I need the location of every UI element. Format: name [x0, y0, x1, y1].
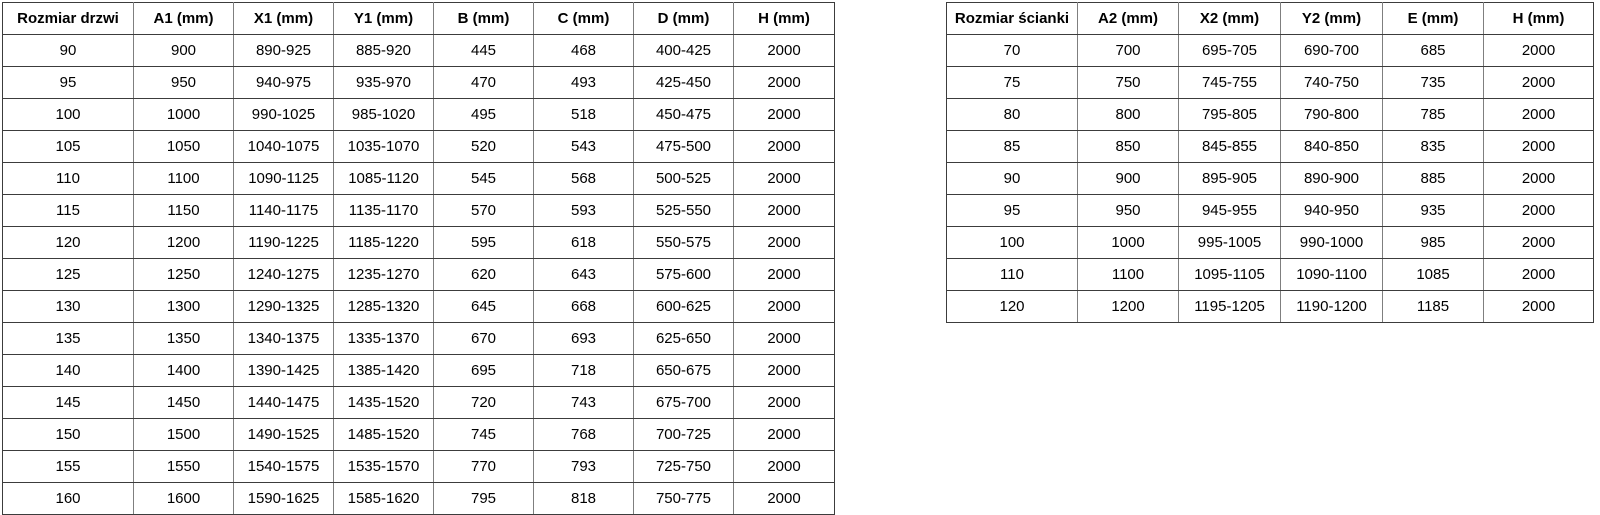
table-cell: 110: [947, 259, 1078, 291]
table-cell: 1350: [134, 323, 234, 355]
table-row: [947, 259, 1594, 291]
table-cell: 95: [947, 195, 1078, 227]
table-cell: 518: [534, 99, 634, 131]
table-cell: 685: [1383, 35, 1484, 67]
table-cell: 995-1005: [1179, 227, 1281, 259]
table-cell: 768: [534, 419, 634, 451]
table-cell: 900: [134, 35, 234, 67]
table-row: [3, 323, 835, 355]
column-header: Y1 (mm): [334, 3, 434, 35]
table-cell: 120: [947, 291, 1078, 323]
table-cell: 1340-1375: [234, 323, 334, 355]
table-cell: 2000: [1484, 227, 1594, 259]
table-cell: 985: [1383, 227, 1484, 259]
table-cell: 990-1025: [234, 99, 334, 131]
table-cell: 643: [534, 259, 634, 291]
table-cell: 600-625: [634, 291, 734, 323]
table-cell: 2000: [734, 483, 835, 515]
table-row: [947, 163, 1594, 195]
table-cell: 1600: [134, 483, 234, 515]
column-header: A2 (mm): [1078, 3, 1179, 35]
table-cell: 840-850: [1281, 131, 1383, 163]
table-cell: 1590-1625: [234, 483, 334, 515]
table-cell: 745: [434, 419, 534, 451]
table-row: [3, 291, 835, 323]
table-row: [3, 259, 835, 291]
table-cell: 2000: [1484, 259, 1594, 291]
column-header: Rozmiar drzwi: [3, 3, 134, 35]
table-row: [3, 35, 835, 67]
table-row: [3, 67, 835, 99]
table-cell: 2000: [734, 355, 835, 387]
table-cell: 575-600: [634, 259, 734, 291]
table-cell: 468: [534, 35, 634, 67]
table-cell: 795: [434, 483, 534, 515]
table-cell: 595: [434, 227, 534, 259]
table-cell: 155: [3, 451, 134, 483]
table-cell: 935: [1383, 195, 1484, 227]
table-cell: 445: [434, 35, 534, 67]
table-cell: 1000: [134, 99, 234, 131]
table-cell: 550-575: [634, 227, 734, 259]
table-cell: 1090-1100: [1281, 259, 1383, 291]
table-cell: 1535-1570: [334, 451, 434, 483]
column-header: H (mm): [1484, 3, 1594, 35]
table-cell: 2000: [734, 419, 835, 451]
table-row: [947, 195, 1594, 227]
table-cell: 1090-1125: [234, 163, 334, 195]
table-cell: 1000: [1078, 227, 1179, 259]
table-cell: 650-675: [634, 355, 734, 387]
table-cell: 545: [434, 163, 534, 195]
table-cell: 885: [1383, 163, 1484, 195]
table-cell: 740-750: [1281, 67, 1383, 99]
table-cell: 568: [534, 163, 634, 195]
table-cell: 618: [534, 227, 634, 259]
table-cell: 520: [434, 131, 534, 163]
table-cell: 750: [1078, 67, 1179, 99]
table-cell: 495: [434, 99, 534, 131]
table-cell: 818: [534, 483, 634, 515]
table-cell: 150: [3, 419, 134, 451]
table-cell: 1585-1620: [334, 483, 434, 515]
table-cell: 125: [3, 259, 134, 291]
table-cell: 1450: [134, 387, 234, 419]
column-header: E (mm): [1383, 3, 1484, 35]
table-cell: 1150: [134, 195, 234, 227]
table-cell: 1085-1120: [334, 163, 434, 195]
table-cell: 700-725: [634, 419, 734, 451]
table-row: [3, 483, 835, 515]
table-cell: 675-700: [634, 387, 734, 419]
wall-sizes-table: [946, 2, 1594, 323]
table-cell: 1185: [1383, 291, 1484, 323]
table-cell: 1235-1270: [334, 259, 434, 291]
table-cell: 1095-1105: [1179, 259, 1281, 291]
table-cell: 425-450: [634, 67, 734, 99]
table-cell: 743: [534, 387, 634, 419]
table-cell: 1385-1420: [334, 355, 434, 387]
table-cell: 2000: [734, 195, 835, 227]
table-cell: 885-920: [334, 35, 434, 67]
table-row: [3, 195, 835, 227]
table-cell: 890-925: [234, 35, 334, 67]
column-header: Rozmiar ścianki: [947, 3, 1078, 35]
table-cell: 1400: [134, 355, 234, 387]
table-cell: 693: [534, 323, 634, 355]
table-cell: 835: [1383, 131, 1484, 163]
table-cell: 700: [1078, 35, 1179, 67]
table-row: [947, 67, 1594, 99]
table-cell: 850: [1078, 131, 1179, 163]
table-cell: 130: [3, 291, 134, 323]
table-cell: 800: [1078, 99, 1179, 131]
table-cell: 725-750: [634, 451, 734, 483]
table-cell: 1290-1325: [234, 291, 334, 323]
table-cell: 2000: [734, 291, 835, 323]
table-cell: 945-955: [1179, 195, 1281, 227]
table-cell: 90: [3, 35, 134, 67]
table-cell: 2000: [734, 99, 835, 131]
table-cell: 1190-1200: [1281, 291, 1383, 323]
table-cell: 1240-1275: [234, 259, 334, 291]
table-cell: 770: [434, 451, 534, 483]
header-row: [3, 3, 835, 35]
table-cell: 845-855: [1179, 131, 1281, 163]
table-cell: 493: [534, 67, 634, 99]
table-cell: 1435-1520: [334, 387, 434, 419]
table-cell: 745-755: [1179, 67, 1281, 99]
table-cell: 1440-1475: [234, 387, 334, 419]
table-cell: 1250: [134, 259, 234, 291]
table-row: [3, 99, 835, 131]
table-cell: 1300: [134, 291, 234, 323]
column-header: D (mm): [634, 3, 734, 35]
table-cell: 475-500: [634, 131, 734, 163]
table-row: [3, 451, 835, 483]
table-cell: 620: [434, 259, 534, 291]
column-header: X2 (mm): [1179, 3, 1281, 35]
table-cell: 1200: [134, 227, 234, 259]
table-cell: 80: [947, 99, 1078, 131]
table-cell: 1335-1370: [334, 323, 434, 355]
table-cell: 593: [534, 195, 634, 227]
table-cell: 793: [534, 451, 634, 483]
table-cell: 795-805: [1179, 99, 1281, 131]
table-cell: 1200: [1078, 291, 1179, 323]
table-cell: 668: [534, 291, 634, 323]
table-cell: 400-425: [634, 35, 734, 67]
table-cell: 160: [3, 483, 134, 515]
table-cell: 135: [3, 323, 134, 355]
table-cell: 120: [3, 227, 134, 259]
table-cell: 75: [947, 67, 1078, 99]
table-cell: 695-705: [1179, 35, 1281, 67]
column-header: Y2 (mm): [1281, 3, 1383, 35]
table-cell: 1040-1075: [234, 131, 334, 163]
table-cell: 625-650: [634, 323, 734, 355]
table-cell: 1100: [1078, 259, 1179, 291]
table-cell: 1185-1220: [334, 227, 434, 259]
table-cell: 1190-1225: [234, 227, 334, 259]
table-cell: 1135-1170: [334, 195, 434, 227]
table-cell: 90: [947, 163, 1078, 195]
table-row: [3, 419, 835, 451]
header-row: [947, 3, 1594, 35]
table-cell: 900: [1078, 163, 1179, 195]
table-cell: 2000: [734, 163, 835, 195]
table-cell: 890-900: [1281, 163, 1383, 195]
table-cell: 85: [947, 131, 1078, 163]
table-cell: 1100: [134, 163, 234, 195]
table-cell: 785: [1383, 99, 1484, 131]
column-header: A1 (mm): [134, 3, 234, 35]
table-cell: 940-975: [234, 67, 334, 99]
table-cell: 1550: [134, 451, 234, 483]
table-cell: 950: [134, 67, 234, 99]
table-cell: 2000: [734, 259, 835, 291]
table-row: [3, 387, 835, 419]
table-row: [3, 163, 835, 195]
table-row: [3, 355, 835, 387]
table-row: [947, 291, 1594, 323]
table-cell: 950: [1078, 195, 1179, 227]
table-cell: 2000: [1484, 131, 1594, 163]
table-cell: 140: [3, 355, 134, 387]
table-cell: 2000: [734, 451, 835, 483]
table-cell: 718: [534, 355, 634, 387]
table-cell: 2000: [1484, 67, 1594, 99]
table-cell: 1085: [1383, 259, 1484, 291]
table-cell: 1390-1425: [234, 355, 334, 387]
table-cell: 1195-1205: [1179, 291, 1281, 323]
table-cell: 145: [3, 387, 134, 419]
table-cell: 2000: [1484, 35, 1594, 67]
table-cell: 2000: [734, 323, 835, 355]
column-header: X1 (mm): [234, 3, 334, 35]
table-cell: 985-1020: [334, 99, 434, 131]
table-row: [3, 227, 835, 259]
table-cell: 735: [1383, 67, 1484, 99]
table-cell: 1035-1070: [334, 131, 434, 163]
table-cell: 2000: [734, 35, 835, 67]
table-cell: 750-775: [634, 483, 734, 515]
table-cell: 2000: [734, 227, 835, 259]
table-cell: 690-700: [1281, 35, 1383, 67]
table-cell: 105: [3, 131, 134, 163]
table-cell: 525-550: [634, 195, 734, 227]
table-cell: 95: [3, 67, 134, 99]
table-row: [3, 131, 835, 163]
table-cell: 450-475: [634, 99, 734, 131]
table-cell: 2000: [1484, 291, 1594, 323]
table-cell: 110: [3, 163, 134, 195]
table-cell: 720: [434, 387, 534, 419]
table-cell: 2000: [734, 131, 835, 163]
table-row: [947, 99, 1594, 131]
column-header: H (mm): [734, 3, 835, 35]
table-cell: 2000: [1484, 195, 1594, 227]
table-cell: 1285-1320: [334, 291, 434, 323]
table-cell: 570: [434, 195, 534, 227]
table-row: [947, 35, 1594, 67]
table-cell: 645: [434, 291, 534, 323]
table-cell: 2000: [1484, 163, 1594, 195]
table-row: [947, 131, 1594, 163]
table-cell: 1540-1575: [234, 451, 334, 483]
table-cell: 115: [3, 195, 134, 227]
door-sizes-table: [2, 2, 835, 515]
table-cell: 1140-1175: [234, 195, 334, 227]
table-cell: 500-525: [634, 163, 734, 195]
column-header: C (mm): [534, 3, 634, 35]
table-cell: 935-970: [334, 67, 434, 99]
table-cell: 670: [434, 323, 534, 355]
table-cell: 940-950: [1281, 195, 1383, 227]
table-cell: 1485-1520: [334, 419, 434, 451]
table-cell: 695: [434, 355, 534, 387]
table-cell: 990-1000: [1281, 227, 1383, 259]
table-cell: 895-905: [1179, 163, 1281, 195]
table-cell: 2000: [734, 67, 835, 99]
table-cell: 2000: [734, 387, 835, 419]
table-cell: 543: [534, 131, 634, 163]
table-cell: 70: [947, 35, 1078, 67]
table-cell: 1490-1525: [234, 419, 334, 451]
table-cell: 100: [947, 227, 1078, 259]
column-header: B (mm): [434, 3, 534, 35]
table-cell: 470: [434, 67, 534, 99]
table-cell: 1500: [134, 419, 234, 451]
table-row: [947, 227, 1594, 259]
table-cell: 1050: [134, 131, 234, 163]
table-cell: 2000: [1484, 99, 1594, 131]
table-cell: 790-800: [1281, 99, 1383, 131]
table-cell: 100: [3, 99, 134, 131]
